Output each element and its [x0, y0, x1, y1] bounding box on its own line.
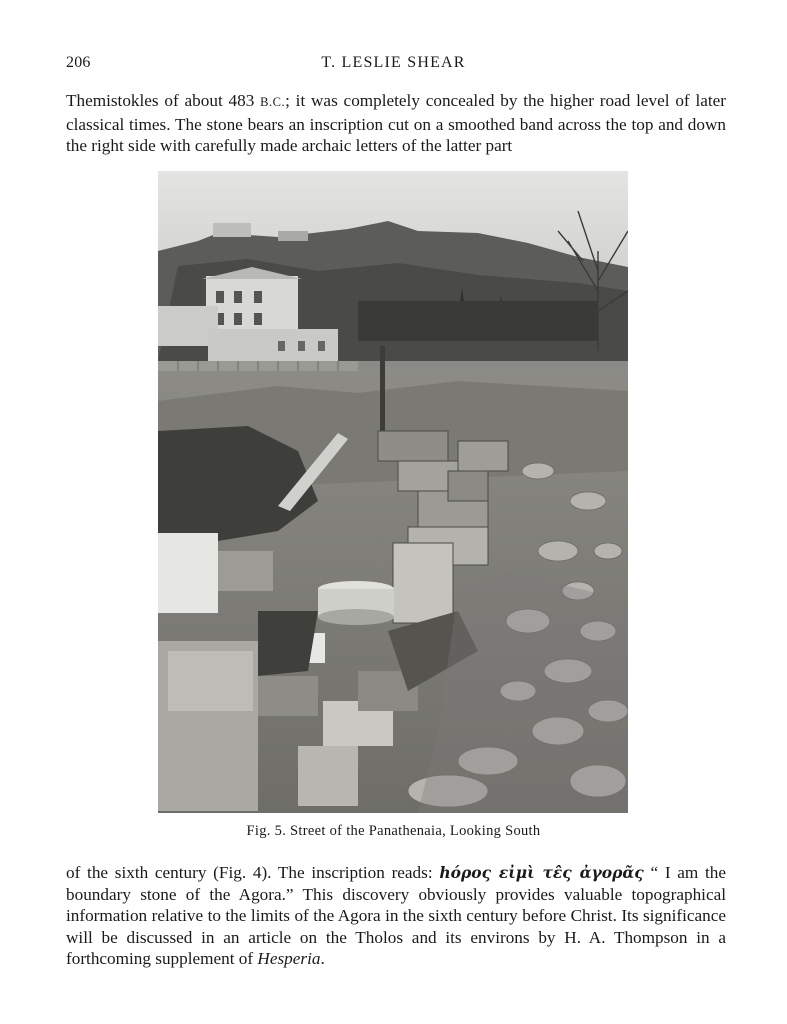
- paragraph-bottom: [66, 862, 726, 970]
- paragraph-bottom-text-2: “ I am the boundary stone of the Agora.” This discovery obviously provides valuable topographical information relative to the limits of the Agora in the sixth century before Christ. Its significance will be discussed in an article on the Tholos and its environs by H. A. Thompson in a forthcoming supplement of: [66, 863, 726, 968]
- paragraph-top: [66, 90, 726, 157]
- figure-caption: Fig. 5. Street of the Panathenaia, Looking South: [246, 823, 541, 839]
- paragraph-top-text-1: Themistokles of about 483: [66, 91, 261, 110]
- bc-abbreviation: B.C.: [260, 95, 286, 109]
- paragraph-top-text-2: ; it was completely concealed by the higher road level of later classical times. The stone bears an inscription cut on a smoothed band across the top and down the right side with carefully made archaic letters of the latter part: [66, 91, 726, 155]
- street-ruins-photo: [158, 171, 628, 813]
- hilltop-building: [213, 223, 251, 237]
- running-title: T. LESLIE SHEAR: [321, 54, 466, 71]
- large-block: [158, 533, 218, 613]
- paragraph-bottom-text-1: of the sixth century (Fig. 4). The inscription reads:: [66, 863, 440, 882]
- greek-inscription: hόρος εἰμὶ τε̂ς ἀγορᾶς: [439, 863, 644, 882]
- page-number: 206: [66, 54, 91, 71]
- figure-photograph: [158, 171, 628, 813]
- paragraph-bottom-text-3: .: [320, 949, 325, 968]
- journal-title: Hesperia: [257, 949, 321, 968]
- white-house: [206, 276, 298, 336]
